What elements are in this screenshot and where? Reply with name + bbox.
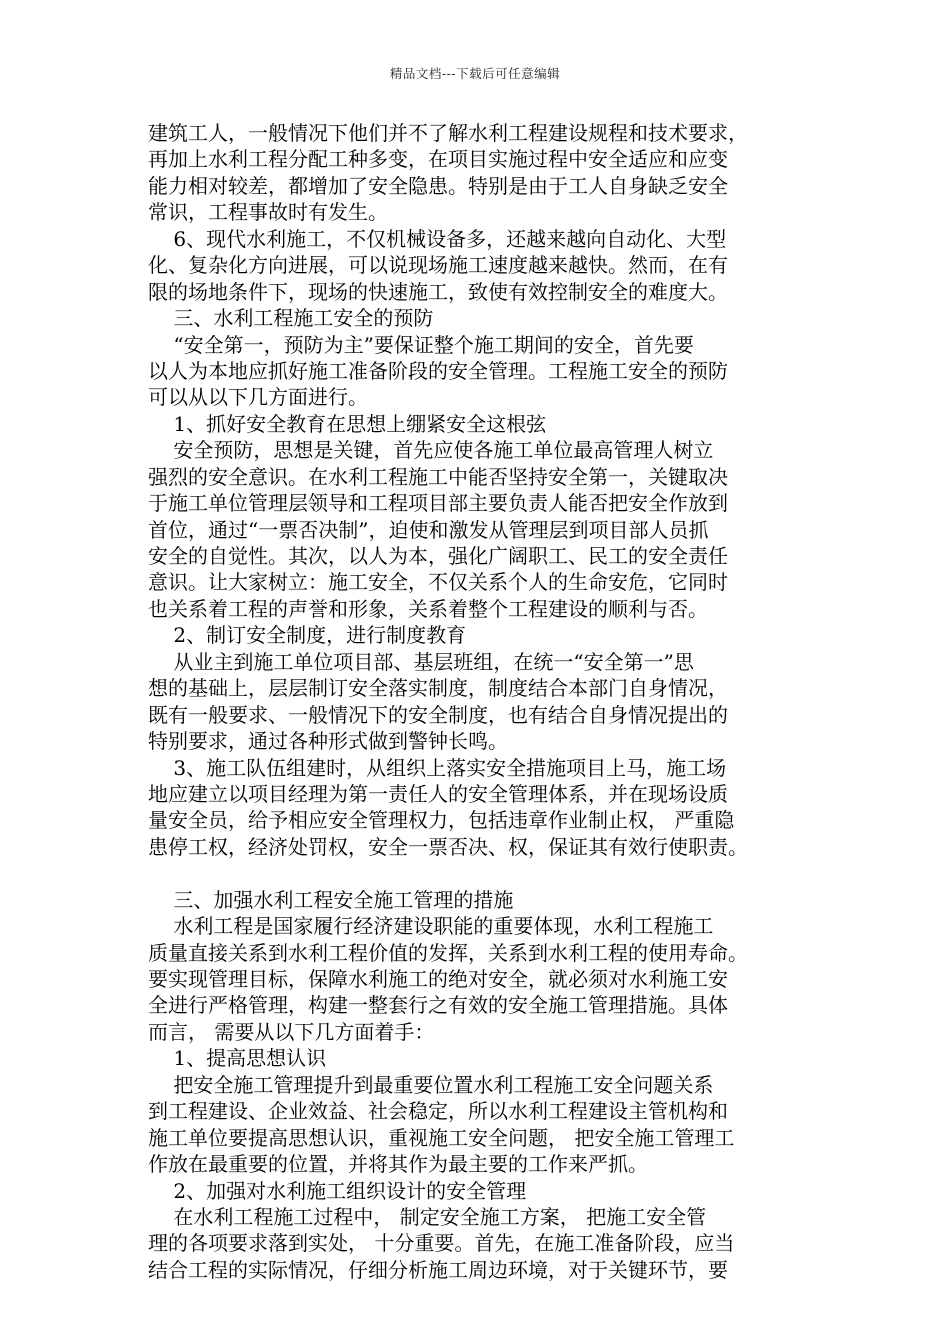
text-line: 患停工权，经济处罚权，安全一票否决、权，保证其有效行使职责。 bbox=[148, 834, 748, 859]
text-line: 可以从以下几方面进行。 bbox=[148, 385, 368, 410]
text-line: 1、抓好安全教育在思想上绷紧安全这根弦 bbox=[148, 411, 547, 436]
text-line: 2、加强对水利施工组织设计的安全管理 bbox=[148, 1178, 527, 1203]
text-line: 安全的自觉性。其次，以人为本，强化广阔职工、民工的安全责任 bbox=[148, 544, 728, 568]
page-header: 精品文档---下载后可任意编辑 bbox=[389, 66, 561, 81]
text-line: 意识。让大家树立：施工安全，不仅关系个人的生命安危，它同时 bbox=[148, 570, 728, 595]
text-line: 建筑工人，一般情况下他们并不了解水利工程建设规程和技术要求， bbox=[148, 121, 748, 145]
text-line: 到工程建设、企业效益、社会稳定，所以水利工程建设主管机构和 bbox=[148, 1099, 728, 1124]
text-line: 从业主到施工单位项目部、基层班组，在统一“安全第一”思 bbox=[148, 649, 694, 674]
text-line: 三、水利工程施工安全的预防 bbox=[148, 306, 434, 331]
text-line: 理的各项要求落到实处， 十分重要。首先，在施工准备阶段，应当 bbox=[148, 1231, 735, 1256]
text-line: 全进行严格管理，构建一整套行之有效的安全施工管理措施。具体 bbox=[148, 993, 728, 1018]
text-line: 化、复杂化方向进展，可以说现场施工速度越来越快。然而，在有 bbox=[148, 253, 728, 278]
text-line: 3、施工队伍组建时，从组织上落实安全措施项目上马，施工场 bbox=[148, 755, 727, 780]
text-line: 6、现代水利施工，不仅机械设备多，还越来越向自动化、大型 bbox=[148, 226, 727, 251]
text-line: 把安全施工管理提升到最重要位置水利工程施工安全问题关系 bbox=[148, 1072, 714, 1097]
text-line: 量安全员，给予相应安全管理权力，包括违章作业制止权， 严重隐 bbox=[148, 808, 735, 833]
text-line: 想的基础上，层层制订安全落实制度，制度结合本部门自身情况， bbox=[148, 676, 728, 701]
text-line: 也关系着工程的声誉和形象，关系着整个工程建设的顺利与否。 bbox=[148, 596, 708, 621]
text-line: 而言， 需要从以下几方面着手： bbox=[148, 1019, 435, 1044]
text-line: 安全预防，思想是关键，首先应使各施工单位最高管理人树立 bbox=[148, 438, 714, 463]
document-body bbox=[148, 120, 828, 1283]
text-line: 1、提高思想认识 bbox=[148, 1046, 327, 1071]
text-line: 施工单位要提高思想认识，重视施工安全问题， 把安全施工管理工 bbox=[148, 1125, 735, 1150]
text-line: 以人为本地应抓好施工准备阶段的安全管理。工程施工安全的预防 bbox=[148, 358, 728, 383]
text-line: 水利工程是国家履行经济建设职能的重要体现，水利工程施工 bbox=[148, 914, 714, 939]
text-line: 结合工程的实际情况，仔细分析施工周边环境，对于关键环节，要 bbox=[148, 1257, 728, 1282]
text-line: 要实现管理目标，保障水利施工的绝对安全，就必须对水利施工安 bbox=[148, 967, 728, 991]
text-line: 再加上水利工程分配工种多变，在项目实施过程中安全适应和应变 bbox=[148, 147, 728, 172]
text-line: “安全第一，预防为主”要保证整个施工期间的安全，首先要 bbox=[148, 332, 694, 357]
paragraph-gap bbox=[148, 860, 828, 886]
text-line: 地应建立以项目经理为第一责任人的安全管理体系，并在现场设质 bbox=[148, 781, 728, 806]
text-line: 在水利工程施工过程中， 制定安全施工方案， 把施工安全管 bbox=[148, 1204, 707, 1229]
text-line: 能力相对较差，都增加了安全隐患。特别是由于工人自身缺乏安全 bbox=[148, 173, 728, 198]
text-line: 首位，通过“一票否决制”，迫使和激发从管理层到项目部人员抓 bbox=[148, 517, 709, 542]
text-line: 三、加强水利工程安全施工管理的措施 bbox=[148, 887, 514, 912]
text-line: 2、制订安全制度，进行制度教育 bbox=[148, 623, 467, 648]
text-line: 作放在最重要的位置，并将其作为最主要的工作来严抓。 bbox=[148, 1152, 648, 1177]
text-line: 既有一般要求、一般情况下的安全制度，也有结合自身情况提出的 bbox=[148, 702, 728, 727]
text-line: 特别要求，通过各种形式做到警钟长鸣。 bbox=[148, 729, 508, 754]
text-line: 常识，工程事故时有发生。 bbox=[148, 200, 388, 225]
text-line: 强烈的安全意识。在水利工程施工中能否坚持安全第一，关键取决 bbox=[148, 464, 728, 489]
text-line: 限的场地条件下，现场的快速施工，致使有效控制安全的难度大。 bbox=[148, 279, 728, 304]
text-line: 质量直接关系到水利工程价值的发挥，关系到水利工程的使用寿命。 bbox=[148, 940, 748, 965]
text-line: 于施工单位管理层领导和工程项目部主要负责人能否把安全作放到 bbox=[148, 491, 728, 516]
